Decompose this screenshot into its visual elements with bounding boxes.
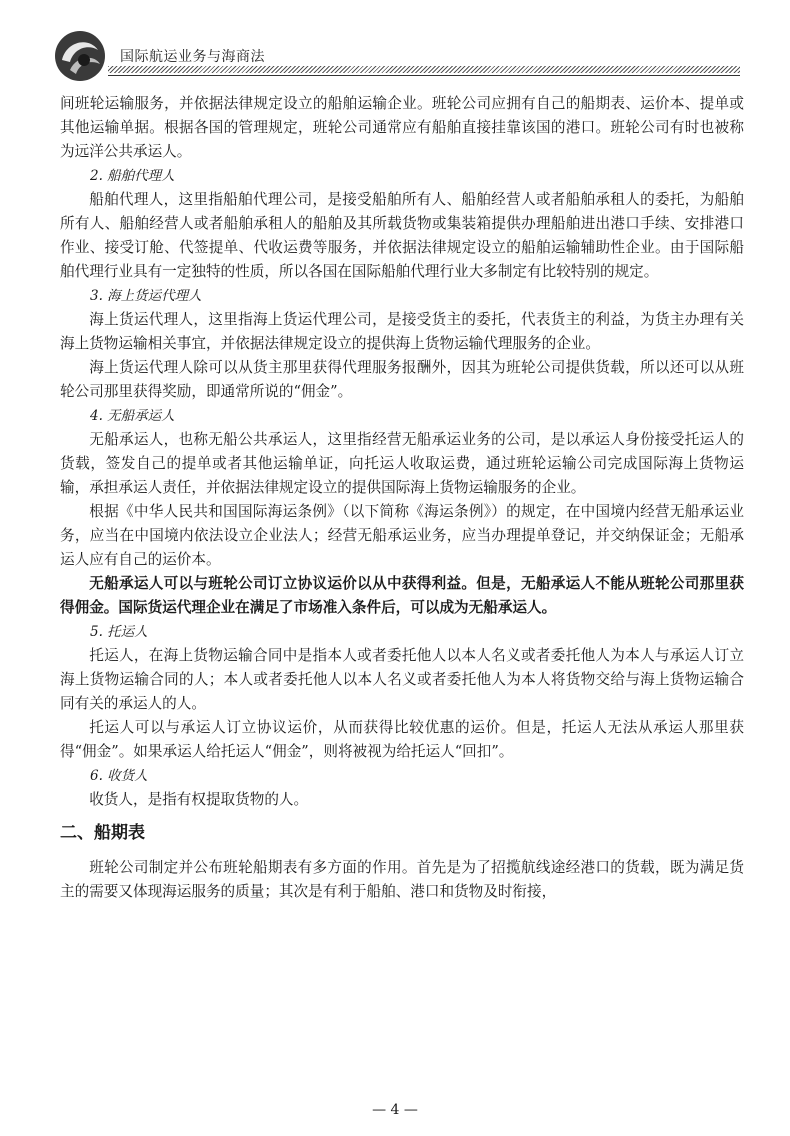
paragraph: 船舶代理人，这里指船舶代理公司，是接受船舶所有人、船舶经营人或者船舶承租人的委托，为船舶所有人、船舶经营人或者船舶承租人的船舶及其所载货物或集装箱提供办理船舶进出港口手续、安排港口作业、接受订舱、代签提单、代收运费等服务，并依据法律规定设立的船舶运输辅助性企业。由于国际船舶代理行业具有一定独特的性质，所以各国在国际船舶代理行业大多制定有比较特别的规定。 (60, 191, 744, 280)
paragraph: 间班轮运输服务，并依据法律规定设立的船舶运输企业。班轮公司应拥有自己的船期表、运价本、提单或其他运输单据。根据各国的管理规定，班轮公司通常应有船舶直接挂靠该国的港口。班轮公司有时也被称为远洋公共承运人。 (60, 95, 744, 160)
paragraph: 根据《中华人民共和国国际海运条例》（以下简称《海运条例》）的规定，在中国境内经营无船承运业务，应当在中国境内依法设立企业法人；经营无船承运业务，应当办理提单登记，并交纳保证金；无船承运人应有自己的运价本。 (60, 503, 744, 568)
header-hatch-rule (108, 66, 740, 73)
subheading-shipper: 5. 托运人 (90, 624, 148, 640)
paragraph: 班轮公司制定并公布班轮船期表有多方面的作用。首先是为了招揽航线途经港口的货载，既为满足货主的需要又体现海运服务的质量；其次是有利于船舶、港口和货物及时衔接， (60, 859, 744, 900)
paragraph-bold: 无船承运人可以与班轮公司订立协议运价以从中获得利益。但是，无船承运人不能从班轮公司那里获得佣金。国际货运代理企业在满足了市场准入条件后，可以成为无船承运人。 (60, 575, 744, 616)
subheading-freight-forwarder: 3. 海上货运代理人 (90, 288, 202, 304)
page-header (0, 0, 790, 90)
paragraph: 海上货运代理人除可以从货主那里获得代理服务报酬外，因其为班轮公司提供货载，所以还可以从班轮公司那里获得奖励，即通常所说的“佣金”。 (60, 359, 744, 400)
running-header-title: 国际航运业务与海商法 (120, 49, 265, 65)
paragraph: 托运人可以与承运人订立协议运价，从而获得比较优惠的运价。但是，托运人无法从承运人那里获得“佣金”。如果承运人给托运人“佣金”，则将被视为给托运人“回扣”。 (60, 719, 744, 760)
subheading-ship-agent: 2. 船舶代理人 (90, 168, 175, 184)
subheading-consignee: 6. 收货人 (90, 768, 148, 784)
paragraph: 无船承运人，也称无船公共承运人，这里指经营无船承运业务的公司，是以承运人身份接受托运人的货载，签发自己的提单或者其他运输单证，向托运人收取运费，通过班轮运输公司完成国际海上货物运输，承担承运人责任，并依据法律规定设立的提供国际海上货物运输服务的企业。 (60, 431, 744, 496)
subheading-nvocc: 4. 无船承运人 (90, 408, 175, 424)
paragraph: 收货人，是指有权提取货物的人。 (89, 791, 309, 808)
page-number: — 4 — (372, 1102, 418, 1118)
page-body (60, 92, 744, 904)
swirl-logo-icon (54, 30, 106, 82)
section-heading: 二、船期表 (60, 823, 145, 843)
header-rule (108, 75, 740, 76)
paragraph: 海上货运代理人，这里指海上货运代理公司，是接受货主的委托，代表货主的利益，为货主办理有关海上货物运输相关事宜，并依据法律规定设立的提供海上货物运输代理服务的企业。 (60, 311, 744, 352)
paragraph: 托运人，在海上货物运输合同中是指本人或者委托他人以本人名义或者委托他人为本人与承运人订立海上货物运输合同的人；本人或者委托他人以本人名义或者委托他人为本人将货物交给与海上货物运输合同有关的承运人的人。 (60, 647, 744, 712)
